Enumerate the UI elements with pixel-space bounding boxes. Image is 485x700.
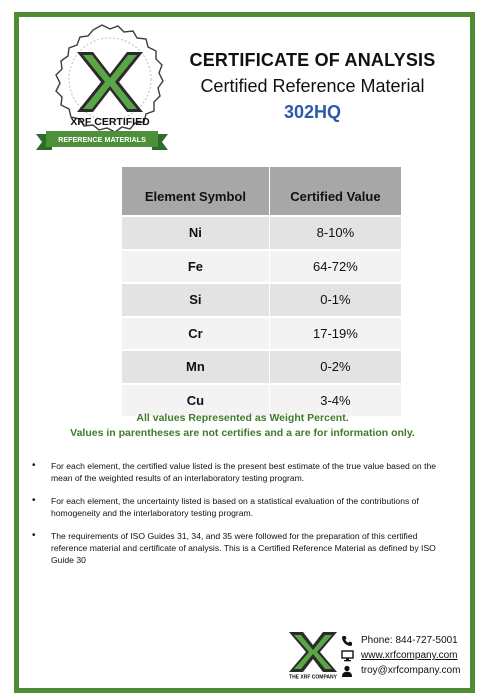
bullet-icon: •: [32, 460, 36, 471]
contact-info: [361, 633, 460, 678]
list-item-text: For each element, the certified value listed is the present best estimate of the true value based on the mean of the weighted results of an interlaboratory testing program.: [51, 461, 437, 483]
certified-value-cell: 0-2%: [269, 350, 401, 384]
certified-values-table: [122, 167, 401, 416]
seal-brand-text: XRF CERTIFIED: [70, 116, 150, 128]
element-symbol-cell: Cu: [122, 384, 269, 417]
element-symbol-cell: Ni: [122, 216, 269, 250]
certified-value-cell: 8-10%: [269, 216, 401, 250]
list-item-text: For each element, the uncertainty listed is based on a statistical evaluation of the contributions of homogeneity and the interlaboratory testing program.: [51, 496, 419, 518]
bullet-icon: •: [32, 495, 36, 506]
certificate-title: CERTIFICATE OF ANALYSIS: [189, 50, 436, 70]
certified-value-cell: 64-72%: [269, 250, 401, 284]
table-row: [122, 317, 401, 351]
certified-value-cell: 3-4%: [269, 384, 401, 417]
list-item-text: The requirements of ISO Guides 31, 34, and 35 were followed for the preparation of this certified reference material and certificate of analysis. This is a Certified Reference Material as defined by ISO Guide 30: [51, 531, 436, 565]
list-item: [32, 460, 452, 484]
person-icon: [339, 663, 355, 678]
contact-icons: [339, 633, 355, 678]
computer-icon: [339, 648, 355, 663]
table-row: [122, 283, 401, 317]
table-header-row: [122, 167, 401, 216]
bullet-icon: •: [32, 530, 36, 541]
material-code: 302HQ: [283, 102, 342, 122]
element-symbol-cell: Si: [122, 283, 269, 317]
element-symbol-cell: Fe: [122, 250, 269, 284]
certificate-subtitle: Certified Reference Material: [200, 76, 425, 96]
parentheses-note: Values in parentheses are not certifies and a are for information only.: [70, 427, 415, 439]
list-item: [32, 530, 452, 566]
table-row: [122, 250, 401, 284]
certified-value-cell: 0-1%: [269, 283, 401, 317]
table-row: [122, 216, 401, 250]
element-symbol-cell: Cr: [122, 317, 269, 351]
column-header-element-symbol: Element Symbol: [122, 167, 269, 216]
phone-number: Phone: 844-727-5001: [361, 635, 458, 646]
logo-caption: THE XRF COMPANY: [289, 674, 337, 680]
phone-icon: [339, 633, 355, 648]
certificate-header: [185, 50, 440, 123]
xrf-company-logo: [287, 630, 339, 680]
website-link[interactable]: www.xrfcompany.com: [361, 650, 458, 661]
certification-notes-list: [32, 460, 452, 577]
certified-value-cell: 17-19%: [269, 317, 401, 351]
email-address[interactable]: troy@xrfcompany.com: [361, 665, 461, 676]
table-row: [122, 350, 401, 384]
list-item: [32, 495, 452, 519]
element-symbol-cell: Mn: [122, 350, 269, 384]
ribbon-text: REFERENCE MATERIALS: [58, 135, 146, 144]
column-header-certified-value: Certified Value: [269, 167, 401, 216]
weight-percent-note: All values Represented as Weight Percent.: [136, 412, 349, 424]
xrf-certified-seal-logo: [30, 22, 175, 157]
